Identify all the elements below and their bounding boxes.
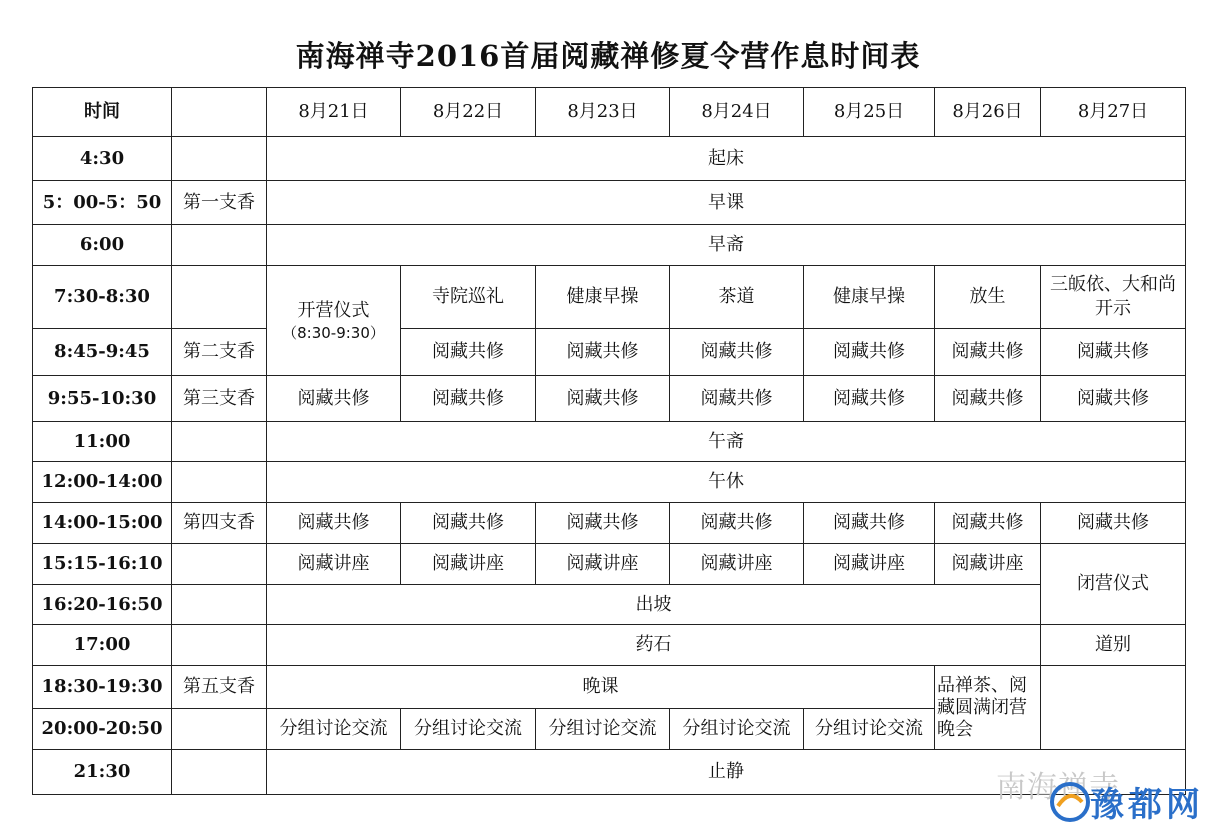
activity-cell: 阅藏共修 xyxy=(804,376,935,422)
activity-cell: 阅藏讲座 xyxy=(804,544,935,585)
activity-cell: 茶道 xyxy=(670,266,804,329)
time-cell: 18:30-19:30 xyxy=(33,666,172,709)
activity-cell: 健康早操 xyxy=(536,266,670,329)
activity-cell: 阅藏共修 xyxy=(267,503,401,544)
session-cell xyxy=(172,225,267,266)
activity-cell: 分组讨论交流 xyxy=(670,709,804,750)
time-cell: 14:00-15:00 xyxy=(33,503,172,544)
session-cell xyxy=(172,462,267,503)
table-row xyxy=(33,225,1186,266)
activity-cell: 阅藏共修 xyxy=(1041,376,1186,422)
opening-label: 开营仪式 xyxy=(297,299,370,321)
activity-cell: 阅藏讲座 xyxy=(536,544,670,585)
activity-cell: 午休 xyxy=(267,462,1186,503)
activity-cell: 阅藏共修 xyxy=(536,503,670,544)
opening-ceremony-cell xyxy=(267,266,401,376)
time-cell: 16:20-16:50 xyxy=(33,585,172,625)
opening-time: （8:30-9:30） xyxy=(282,323,385,342)
activity-cell: 药石 xyxy=(267,625,1041,666)
activity-cell: 起床 xyxy=(267,137,1186,181)
activity-cell: 阅藏共修 xyxy=(804,329,935,376)
activity-cell: 阅藏讲座 xyxy=(401,544,536,585)
time-cell: 20:00-20:50 xyxy=(33,709,172,750)
time-cell: 7:30-8:30 xyxy=(33,266,172,329)
activity-cell: 分组讨论交流 xyxy=(401,709,536,750)
activity-cell: 寺院巡礼 xyxy=(401,266,536,329)
session-cell xyxy=(172,709,267,750)
activity-cell: 阅藏共修 xyxy=(401,503,536,544)
session-cell: 第二支香 xyxy=(172,329,267,376)
activity-cell: 阅藏共修 xyxy=(804,503,935,544)
activity-cell: 阅藏共修 xyxy=(935,503,1041,544)
closing-party-cell: 品禅茶、阅藏圆满闭营晚会 xyxy=(935,666,1041,750)
activity-cell: 阅藏共修 xyxy=(935,329,1041,376)
table-row xyxy=(33,585,1186,625)
header-date: 8月25日 xyxy=(804,88,935,137)
session-cell xyxy=(172,750,267,795)
activity-cell: 健康早操 xyxy=(804,266,935,329)
activity-cell: 阅藏共修 xyxy=(670,503,804,544)
activity-cell: 分组讨论交流 xyxy=(536,709,670,750)
time-cell: 4:30 xyxy=(33,137,172,181)
table-row xyxy=(33,181,1186,225)
activity-cell: 阅藏共修 xyxy=(536,376,670,422)
swirl-logo-icon xyxy=(1048,780,1092,824)
time-cell: 21:30 xyxy=(33,750,172,795)
session-cell xyxy=(172,266,267,329)
header-time: 时间 xyxy=(33,88,172,137)
page-title: 南海禅寺2016首届阅藏禅修夏令营作息时间表 xyxy=(295,39,921,73)
activity-cell: 分组讨论交流 xyxy=(804,709,935,750)
activity-cell: 阅藏共修 xyxy=(536,329,670,376)
time-cell: 9:55-10:30 xyxy=(33,376,172,422)
time-cell: 12:00-14:00 xyxy=(33,462,172,503)
activity-cell: 午斋 xyxy=(267,422,1186,462)
table-row xyxy=(33,462,1186,503)
time-cell: 15:15-16:10 xyxy=(33,544,172,585)
activity-cell: 阅藏共修 xyxy=(935,376,1041,422)
session-cell xyxy=(172,585,267,625)
activity-cell: 阅藏共修 xyxy=(267,376,401,422)
watermark-site: 豫都网 xyxy=(1090,785,1204,825)
schedule-table xyxy=(32,87,1186,795)
activity-cell: 阅藏讲座 xyxy=(670,544,804,585)
activity-cell: 阅藏共修 xyxy=(1041,329,1186,376)
header-date: 8月26日 xyxy=(935,88,1041,137)
header-date: 8月27日 xyxy=(1041,88,1186,137)
session-cell xyxy=(172,137,267,181)
watermark xyxy=(978,754,1208,826)
closing-ceremony-cell: 闭营仪式 xyxy=(1041,544,1186,625)
time-cell: 17:00 xyxy=(33,625,172,666)
activity-cell: 早课 xyxy=(267,181,1186,225)
table-row xyxy=(33,503,1186,544)
header-date: 8月24日 xyxy=(670,88,804,137)
session-cell xyxy=(172,544,267,585)
session-cell xyxy=(172,625,267,666)
activity-cell: 道别 xyxy=(1041,625,1186,666)
watermark-account: 南海禅寺 xyxy=(996,770,1120,805)
table-row xyxy=(33,544,1186,585)
session-cell: 第一支香 xyxy=(172,181,267,225)
table-row xyxy=(33,625,1186,666)
activity-cell: 阅藏共修 xyxy=(401,329,536,376)
activity-cell: 早斋 xyxy=(267,225,1186,266)
time-cell: 11:00 xyxy=(33,422,172,462)
table-row xyxy=(33,422,1186,462)
activity-cell: 晚课 xyxy=(267,666,935,709)
table-row xyxy=(33,266,1186,329)
activity-cell: 放生 xyxy=(935,266,1041,329)
header-date: 8月22日 xyxy=(401,88,536,137)
empty-cell xyxy=(1041,666,1186,750)
table-row xyxy=(33,376,1186,422)
activity-cell: 阅藏共修 xyxy=(1041,503,1186,544)
session-cell: 第四支香 xyxy=(172,503,267,544)
time-cell: 6:00 xyxy=(33,225,172,266)
activity-cell: 阅藏共修 xyxy=(401,376,536,422)
activity-cell: 阅藏共修 xyxy=(670,376,804,422)
table-row xyxy=(33,137,1186,181)
table-row xyxy=(33,666,1186,709)
time-cell: 5：00-5：50 xyxy=(33,181,172,225)
activity-cell: 阅藏讲座 xyxy=(267,544,401,585)
header-row xyxy=(33,88,1186,137)
header-date: 8月23日 xyxy=(536,88,670,137)
activity-cell: 三皈依、大和尚开示 xyxy=(1041,266,1186,329)
activity-cell: 止静 xyxy=(267,750,1186,795)
table-row xyxy=(33,329,1186,376)
activity-cell: 出坡 xyxy=(267,585,1041,625)
activity-cell: 阅藏共修 xyxy=(670,329,804,376)
header-date: 8月21日 xyxy=(267,88,401,137)
session-cell xyxy=(172,422,267,462)
time-cell: 8:45-9:45 xyxy=(33,329,172,376)
header-session xyxy=(172,88,267,137)
activity-cell: 分组讨论交流 xyxy=(267,709,401,750)
session-cell: 第三支香 xyxy=(172,376,267,422)
session-cell: 第五支香 xyxy=(172,666,267,709)
activity-cell: 阅藏讲座 xyxy=(935,544,1041,585)
